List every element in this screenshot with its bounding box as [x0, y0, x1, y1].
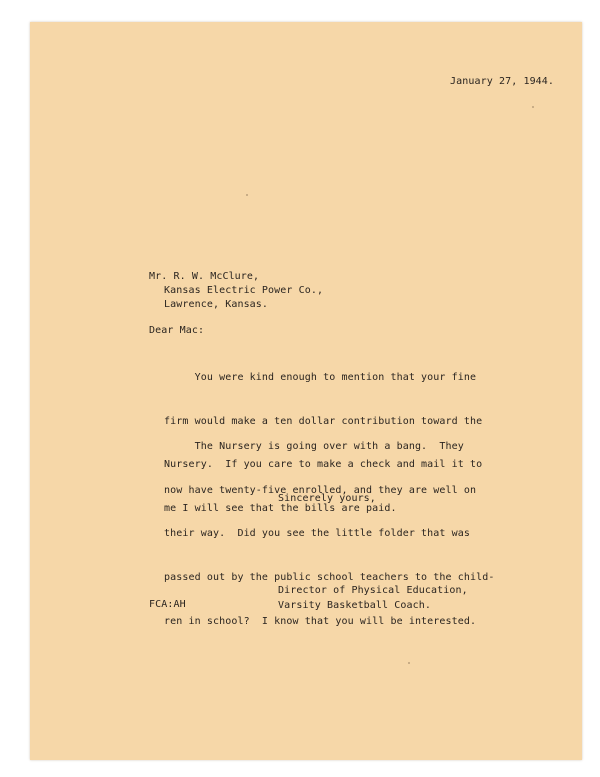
addressee-city: Lawrence, Kansas.	[164, 299, 269, 310]
letter-date: January 27, 1944.	[450, 76, 555, 87]
body-line: their way. Did you see the little folder that was	[164, 528, 471, 540]
body-line: ren in school? I know that you will be interested.	[164, 615, 477, 627]
body-line: The Nursery is going over with a bang. They	[164, 441, 464, 453]
body-paragraph-2	[164, 411, 495, 658]
addressee-name: Mr. R. W. McClure,	[149, 271, 260, 282]
closing: Sincerely yours,	[278, 493, 376, 504]
body-line: firm would make a ten dollar contribution toward the	[164, 415, 483, 427]
body-line: passed out by the public school teachers to the child-	[164, 571, 495, 583]
body-line: now have twenty-five enrolled, and they are well on	[164, 484, 477, 496]
letter-page	[30, 22, 582, 760]
body-line: You were kind enough to mention that your fine	[164, 372, 477, 384]
addressee-company: Kansas Electric Power Co.,	[164, 285, 324, 296]
body-line: me I will see that the bills are paid.	[164, 502, 397, 514]
paper-speck	[246, 194, 248, 196]
signature-title-1: Director of Physical Education,	[278, 585, 468, 596]
signature-title-2: Varsity Basketball Coach.	[278, 600, 432, 611]
salutation: Dear Mac:	[149, 325, 205, 336]
reference-initials: FCA:AH	[149, 599, 186, 610]
body-line: Nursery. If you care to make a check and mail it to	[164, 459, 483, 471]
paper-speck	[532, 106, 534, 108]
paper-speck	[408, 662, 410, 664]
